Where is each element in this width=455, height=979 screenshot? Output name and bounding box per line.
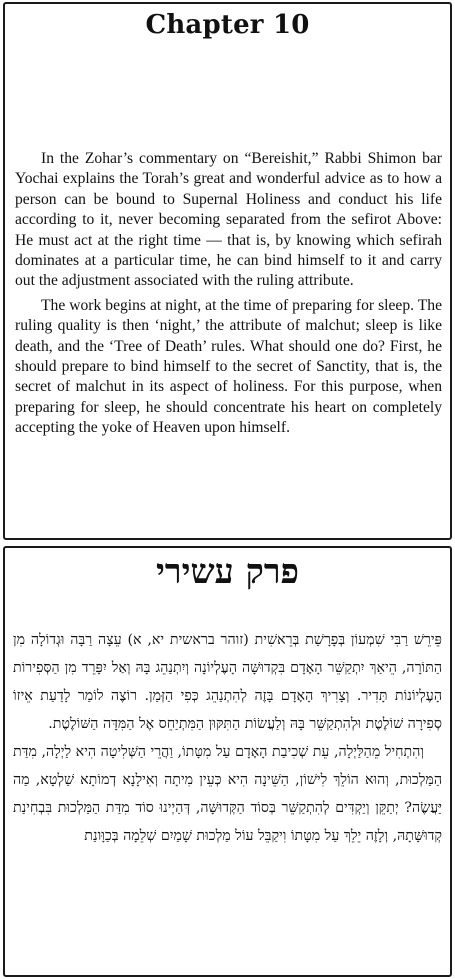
english-text-body bbox=[15, 149, 442, 443]
hebrew-text-body bbox=[13, 626, 442, 850]
hebrew-paragraph-2: וְהִתְחִיל מֵהַלַּיְלָה, עֵת שְׁכִיבַת הָאָדָם עַל מִטָּתוֹ, וַהֲרֵי הַשְּׁלִיטָה הִיא לַיְלָה, מִדַּת הַמַּלְכוּת, וְהוּא הוֹלֵךְ לִישׁוֹן, הַשֵּׁינָה הִיא כְּעֵין מִיתָה וְאִילָנָא דְמוֹתָא שַׁלְטָא, מַה יַּעֲשֶׂה? יְתַקֵּן וְיַקְדִּים לְהִתְקַשֵּׁר בְּסוֹד הַקְּדוּשָּׁה, דְּהַיְינוּ סוֹד מִדַּת הַמַּלְכוּת בִּבְחִינַת קְדוּשָּׁתָהּ, וְלָזֶה יֵלֵךְ עַל מִטָּתוֹ וִיקַבֵּל עוֹל מַלְכוּת שָׁמַיִם שְׁלֵמָה בְּכַוָּונַת bbox=[13, 744, 442, 844]
hebrew-chapter-title: פרק עשירי bbox=[155, 552, 300, 592]
english-paragraph-1: In the Zohar’s commentary on “Bereishit,” Rabbi Shimon bar Yochai explains the Torah’s great and wonderful advice as to how a person can be bound to Supernal Holiness and conduct his life according to it, never becoming separated from the sefirot Above: He must act at the right time — that is, by knowing which sefirah dominates at a particular time, he can bind himself to it and carry out the adjustment associated with the ruling attribute. bbox=[15, 150, 442, 290]
hebrew-paragraph-1: פֵּירֵשׁ רַבִּי שִׁמְעוֹן בְּפָרָשַׁת בְּרֵאשִׁית (זוהר בראשית יא, א) עֵצָה רַבָּה וּגְדוֹלָה מִן הַתּוֹרָה, הֵיאַךְ יִתְקַשֵּׁר הָאָדָם בִּקְדוּשָּׁה הָעֶלְיוֹנָה וְיִתְנַהֵג בָּהּ וְאַל יִפָּרֵד מִן הַסְּפִירוֹת הָעֶלְיוֹנוֹת תָּדִיר. וְצָרִיךְ הָאָדָם בָּזֶה לְהִתְנַהֵג כְּפִי הַזְּמַן. רוֹצֶה לוֹמַר לָדַעַת אֵיזוֹ סְפִירָה שׁוֹלֶטֶת וּלְהִתְקַשֵּׁר בָּהּ וְלַעֲשׂוֹת הַתִּקּוּן הַמִּתְיַחֵס אֶל הַמִּדָּה הַשּׁוֹלֶטֶת. bbox=[13, 632, 442, 732]
english-paragraph-2: The work begins at night, at the time of preparing for sleep. The ruling quality is then ‘night,’ the attribute of malchut; sleep is like death, and the ‘Tree of Death’ rules. What should one do? First, he should prepare to bind himself to the secret of Sanctity, that is, the secret of malchut in its aspect of holiness. For this purpose, when preparing for sleep, he should concentrate his heart on completely accepting the yoke of Heaven upon himself. bbox=[15, 296, 442, 437]
english-page-panel bbox=[3, 2, 452, 540]
hebrew-page-panel bbox=[3, 546, 452, 977]
english-chapter-title: Chapter 10 bbox=[145, 10, 310, 40]
